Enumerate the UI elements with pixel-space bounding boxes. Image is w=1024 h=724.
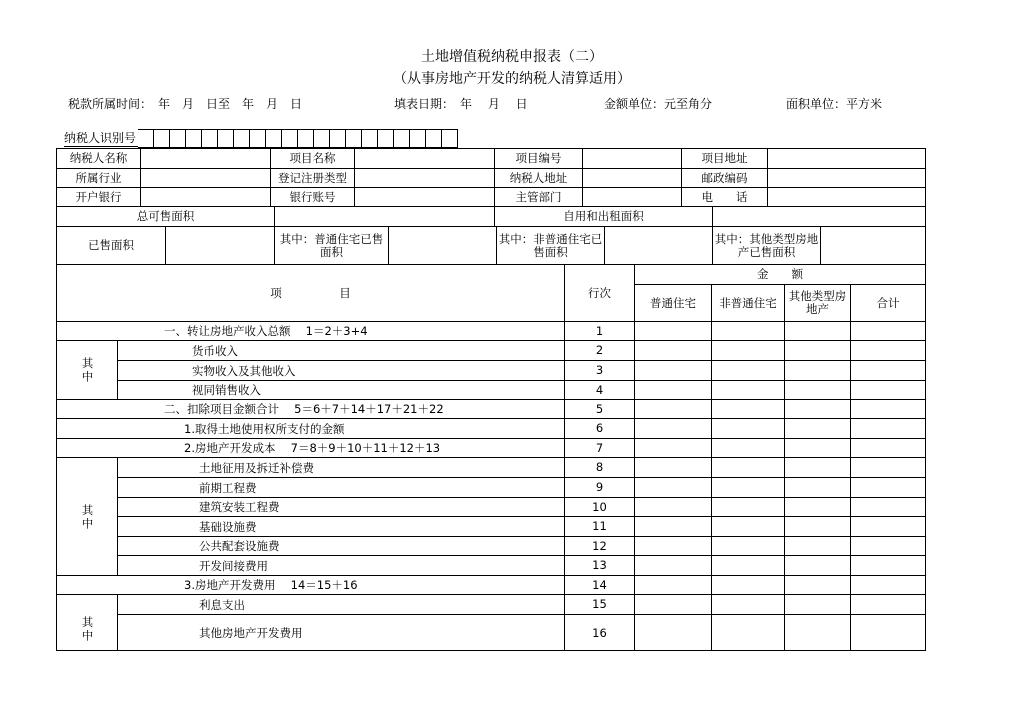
row-13-label: 开发间接费用 [199, 558, 268, 573]
row-16-label: 其他房地产开发费用 [199, 626, 303, 640]
ordinary-header: 普通住宅 [650, 295, 696, 310]
row-5-label: 二、扣除项目金额合计 5＝6＋7＋14＋17＋21＋22 [164, 402, 444, 416]
row-5-line: 5 [595, 401, 604, 416]
row-1-line: 1 [595, 323, 604, 338]
authority-label: 主管部门 [515, 189, 562, 204]
form-title: 土地增值税纳税申报表（二） [421, 49, 603, 65]
non-ordinary-header: 非普通住宅 [719, 295, 777, 310]
row-4-label: 视同销售收入 [192, 383, 261, 397]
project-address-label: 项目地址 [701, 151, 748, 165]
row-15-label: 利息支出 [199, 597, 245, 612]
row-7-line: 7 [595, 440, 604, 455]
row-15-line: 15 [592, 597, 607, 611]
row-2-line: 2 [595, 343, 604, 357]
project-name-label: 项目名称 [289, 151, 336, 165]
self-use-rent-area-label: 自用和出租面积 [563, 209, 644, 223]
taxpayer-name-label: 纳税人名称 [69, 151, 128, 165]
row-2-label: 货币收入 [192, 343, 238, 358]
amount-unit: 金额单位：元至角分 [604, 97, 713, 111]
row-3-line: 3 [595, 363, 604, 377]
amount-header: 金 额 [757, 267, 803, 281]
among-label-2: 其中 [80, 503, 95, 531]
row-6-label: 1.取得土地使用权所支付的金额 [184, 421, 345, 436]
phone-label: 电 话 [701, 189, 748, 204]
postal-code-label: 邮政编码 [701, 170, 748, 185]
bank-label: 开户银行 [75, 189, 122, 204]
row-10-label: 建筑安装工程费 [199, 500, 280, 514]
bank-account-label: 银行账号 [289, 189, 336, 204]
other-sold-area-label: 其中：其他类型房地产已售面积 [714, 231, 819, 259]
among-label-3: 其中 [80, 615, 95, 643]
item-header: 项 目 [270, 285, 351, 300]
non-ordinary-sold-area-label: 其中：非普通住宅已售面积 [498, 231, 603, 259]
form-subtitle: （从事房地产开发的纳税人清算适用） [393, 71, 631, 87]
taxpayer-id-label: 纳税人识别号 [64, 131, 137, 145]
row-10-line: 10 [592, 499, 607, 514]
registration-type-label: 登记注册类型 [278, 170, 347, 185]
row-7-label: 2.房地产开发成本 7＝8＋9＋10＋11＋12＋13 [184, 441, 441, 455]
total-header: 合计 [876, 295, 900, 310]
industry-label: 所属行业 [75, 170, 122, 185]
project-no-label: 项目编号 [515, 151, 562, 165]
sold-area-label: 已售面积 [88, 238, 134, 252]
row-12-label: 公共配套设施费 [199, 539, 280, 553]
row-12-line: 12 [592, 538, 607, 553]
line-no-header: 行次 [588, 285, 611, 300]
among-label-1: 其中 [80, 356, 95, 384]
row-8-label: 土地征用及拆迁补偿费 [199, 460, 314, 475]
area-unit: 面积单位：平方米 [786, 97, 883, 111]
row-14-line: 14 [592, 577, 607, 592]
ordinary-sold-area-label: 其中：普通住宅已售面积 [279, 231, 384, 259]
row-6-line: 6 [595, 421, 604, 435]
taxpayer-address-label: 纳税人地址 [509, 170, 568, 185]
row-9-line: 9 [595, 480, 604, 494]
row-16-line: 16 [592, 625, 607, 640]
row-8-line: 8 [595, 460, 604, 474]
row-11-line: 11 [592, 519, 607, 533]
row-14-label: 3.房地产开发费用 14＝15＋16 [184, 578, 358, 592]
total-saleable-area-label: 总可售面积 [136, 209, 195, 223]
tax-period: 税款所属时间： 年 月 日至 年 月 日 [68, 97, 303, 111]
fill-date: 填表日期： 年 月 日 [394, 97, 528, 111]
row-9-label: 前期工程费 [199, 480, 257, 495]
other-type-header: 其他类型房地产 [788, 289, 847, 316]
row-13-line: 13 [592, 558, 607, 572]
row-4-line: 4 [595, 382, 604, 397]
row-1-label: 一、转让房地产收入总额 1＝2＋3+4 [164, 324, 368, 338]
row-11-label: 基础设施费 [199, 519, 257, 534]
row-3-label: 实物收入及其他收入 [192, 363, 296, 378]
